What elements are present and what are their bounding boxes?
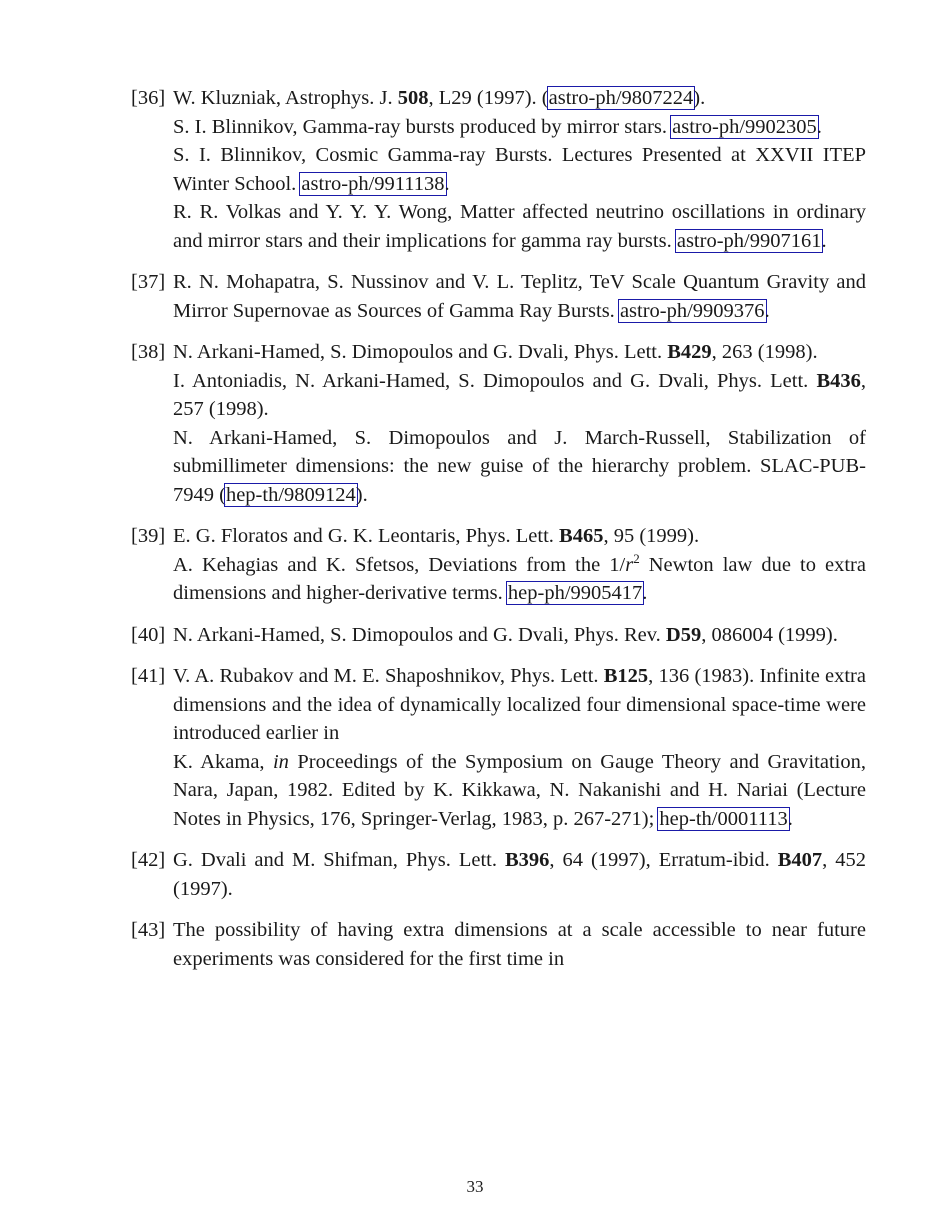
reference-text: V. A. Rubakov and M. E. Shaposhnikov, Phys. Lett. xyxy=(173,665,604,687)
volume-bold: B429 xyxy=(667,341,712,363)
superscript: 2 xyxy=(633,550,640,566)
reference-number: [37] xyxy=(131,271,166,293)
reference-text: E. G. Floratos and G. K. Leontaris, Phys. Lett. xyxy=(173,525,560,547)
reference-text: . xyxy=(444,172,450,195)
reference-entry xyxy=(173,367,866,424)
reference-text: W. Kluzniak, Astrophys. J. xyxy=(173,87,398,109)
reference-text: , 452 (1997). xyxy=(173,849,867,900)
arxiv-link[interactable]: astro-ph/9902305 xyxy=(672,115,817,138)
reference-text: Proceedings of the Symposium on Gauge Theory and Gravitation, Nara, Japan, 1982. Edited by K. Kikkawa, N. Nakanishi and H. Nariai (Lecture Notes in Physics, 176, Springer-Verlag, 1983, p. 267-271); xyxy=(173,750,866,830)
reference-text: ). xyxy=(355,483,368,506)
italic-text: r xyxy=(625,553,634,576)
reference-entry xyxy=(173,846,866,903)
reference-text: R. N. Mohapatra, S. Nussinov and V. L. Teplitz, TeV Scale Quantum Gravity and Mirror Supernovae as Sources of Gamma Ray Bursts. xyxy=(173,271,866,322)
reference-item xyxy=(131,338,866,509)
reference-text: , L29 (1997). ( xyxy=(428,87,549,109)
reference-text: . xyxy=(787,807,793,830)
reference-text: . xyxy=(821,229,827,252)
reference-number: [41] xyxy=(131,665,166,687)
arxiv-link[interactable]: astro-ph/9909376 xyxy=(619,299,765,322)
reference-entry xyxy=(173,113,866,142)
reference-entry xyxy=(173,84,866,113)
reference-number: [39] xyxy=(131,525,166,547)
volume-bold: D59 xyxy=(665,623,702,646)
reference-text: , 136 (1983). Infinite extra dimensions and the idea of dynamically localized four dimensional space-time were introduced earlier in xyxy=(173,665,866,744)
reference-text: G. Dvali and M. Shifman, Phys. Lett. xyxy=(173,849,505,871)
reference-item xyxy=(131,522,866,608)
arxiv-link[interactable]: astro-ph/9911138 xyxy=(301,172,445,195)
reference-item xyxy=(131,268,866,325)
reference-text: Newton law due to extra dimensions and higher-derivative terms. xyxy=(173,553,866,604)
reference-text: S. I. Blinnikov, Cosmic Gamma-ray Bursts. Lectures Presented at XXVII ITEP Winter School. xyxy=(173,144,866,195)
reference-text: K. Akama, xyxy=(173,750,273,773)
volume-bold: 508 xyxy=(397,87,429,109)
reference-text: N. Arkani-Hamed, S. Dimopoulos and J. March-Russell, Stabilization of submillimeter dimensions: the new guise of the hierarchy problem. SLAC-PUB-7949 ( xyxy=(173,426,866,506)
reference-item xyxy=(131,84,866,255)
volume-bold: B407 xyxy=(777,849,823,871)
reference-number: [40] xyxy=(131,623,166,646)
arxiv-link[interactable]: astro-ph/9807224 xyxy=(548,87,694,109)
volume-bold: B125 xyxy=(603,665,649,687)
reference-text: I. Antoniadis, N. Arkani-Hamed, S. Dimopoulos and G. Dvali, Phys. Lett. xyxy=(173,369,817,392)
volume-bold: B396 xyxy=(504,849,550,871)
reference-text: . xyxy=(816,115,822,138)
reference-item xyxy=(131,662,866,833)
references-list xyxy=(131,84,866,986)
reference-text: S. I. Blinnikov, Gamma-ray bursts produced by mirror stars. xyxy=(173,115,673,138)
reference-text: . xyxy=(642,582,648,604)
reference-text: , 64 (1997), Erratum-ibid. xyxy=(549,849,778,871)
reference-item xyxy=(131,621,866,650)
reference-text: A. Kehagias and K. Sfetsos, Deviations from the 1/ xyxy=(173,553,626,576)
reference-text: , 95 (1999). xyxy=(603,525,700,547)
reference-item xyxy=(131,916,866,973)
arxiv-link[interactable]: hep-th/0001113 xyxy=(659,807,788,830)
reference-text: N. Arkani-Hamed, S. Dimopoulos and G. Dvali, Phys. Lett. xyxy=(173,341,668,363)
arxiv-link[interactable]: astro-ph/9907161 xyxy=(676,229,822,252)
reference-text: N. Arkani-Hamed, S. Dimopoulos and G. Dvali, Phys. Rev. xyxy=(173,623,666,646)
reference-text: , 263 (1998). xyxy=(711,341,818,363)
reference-text: The possibility of having extra dimensions at a scale accessible to near future experiments was considered for the first time in xyxy=(173,919,866,970)
reference-number: [43] xyxy=(131,919,166,941)
arxiv-link[interactable]: hep-th/9809124 xyxy=(225,483,356,506)
page-number: 33 xyxy=(466,1177,484,1196)
reference-text: R. R. Volkas and Y. Y. Y. Wong, Matter affected neutrino oscillations in ordinary and mirror stars and their implications for gamma ray bursts. xyxy=(173,201,866,252)
reference-entry xyxy=(173,268,866,325)
reference-entry xyxy=(173,424,866,510)
reference-entry xyxy=(173,662,866,748)
reference-entry xyxy=(173,551,866,608)
italic-text: in xyxy=(272,750,289,773)
reference-entry xyxy=(173,621,866,650)
reference-text: . xyxy=(764,299,770,322)
reference-item xyxy=(131,846,866,903)
reference-number: [36] xyxy=(131,87,166,109)
reference-entry xyxy=(173,141,866,198)
volume-bold: B436 xyxy=(816,369,861,392)
reference-entry xyxy=(173,522,866,551)
reference-text: , 257 (1998). xyxy=(173,369,866,420)
reference-text: , 086004 (1999). xyxy=(701,623,838,646)
arxiv-link[interactable]: hep-ph/9905417 xyxy=(507,582,643,604)
reference-number: [38] xyxy=(131,341,166,363)
reference-entry xyxy=(173,916,866,973)
reference-number: [42] xyxy=(131,849,166,871)
reference-text: ). xyxy=(693,87,706,109)
reference-entry xyxy=(173,198,866,255)
reference-entry xyxy=(173,338,866,367)
reference-entry xyxy=(173,748,866,834)
volume-bold: B465 xyxy=(559,525,604,547)
